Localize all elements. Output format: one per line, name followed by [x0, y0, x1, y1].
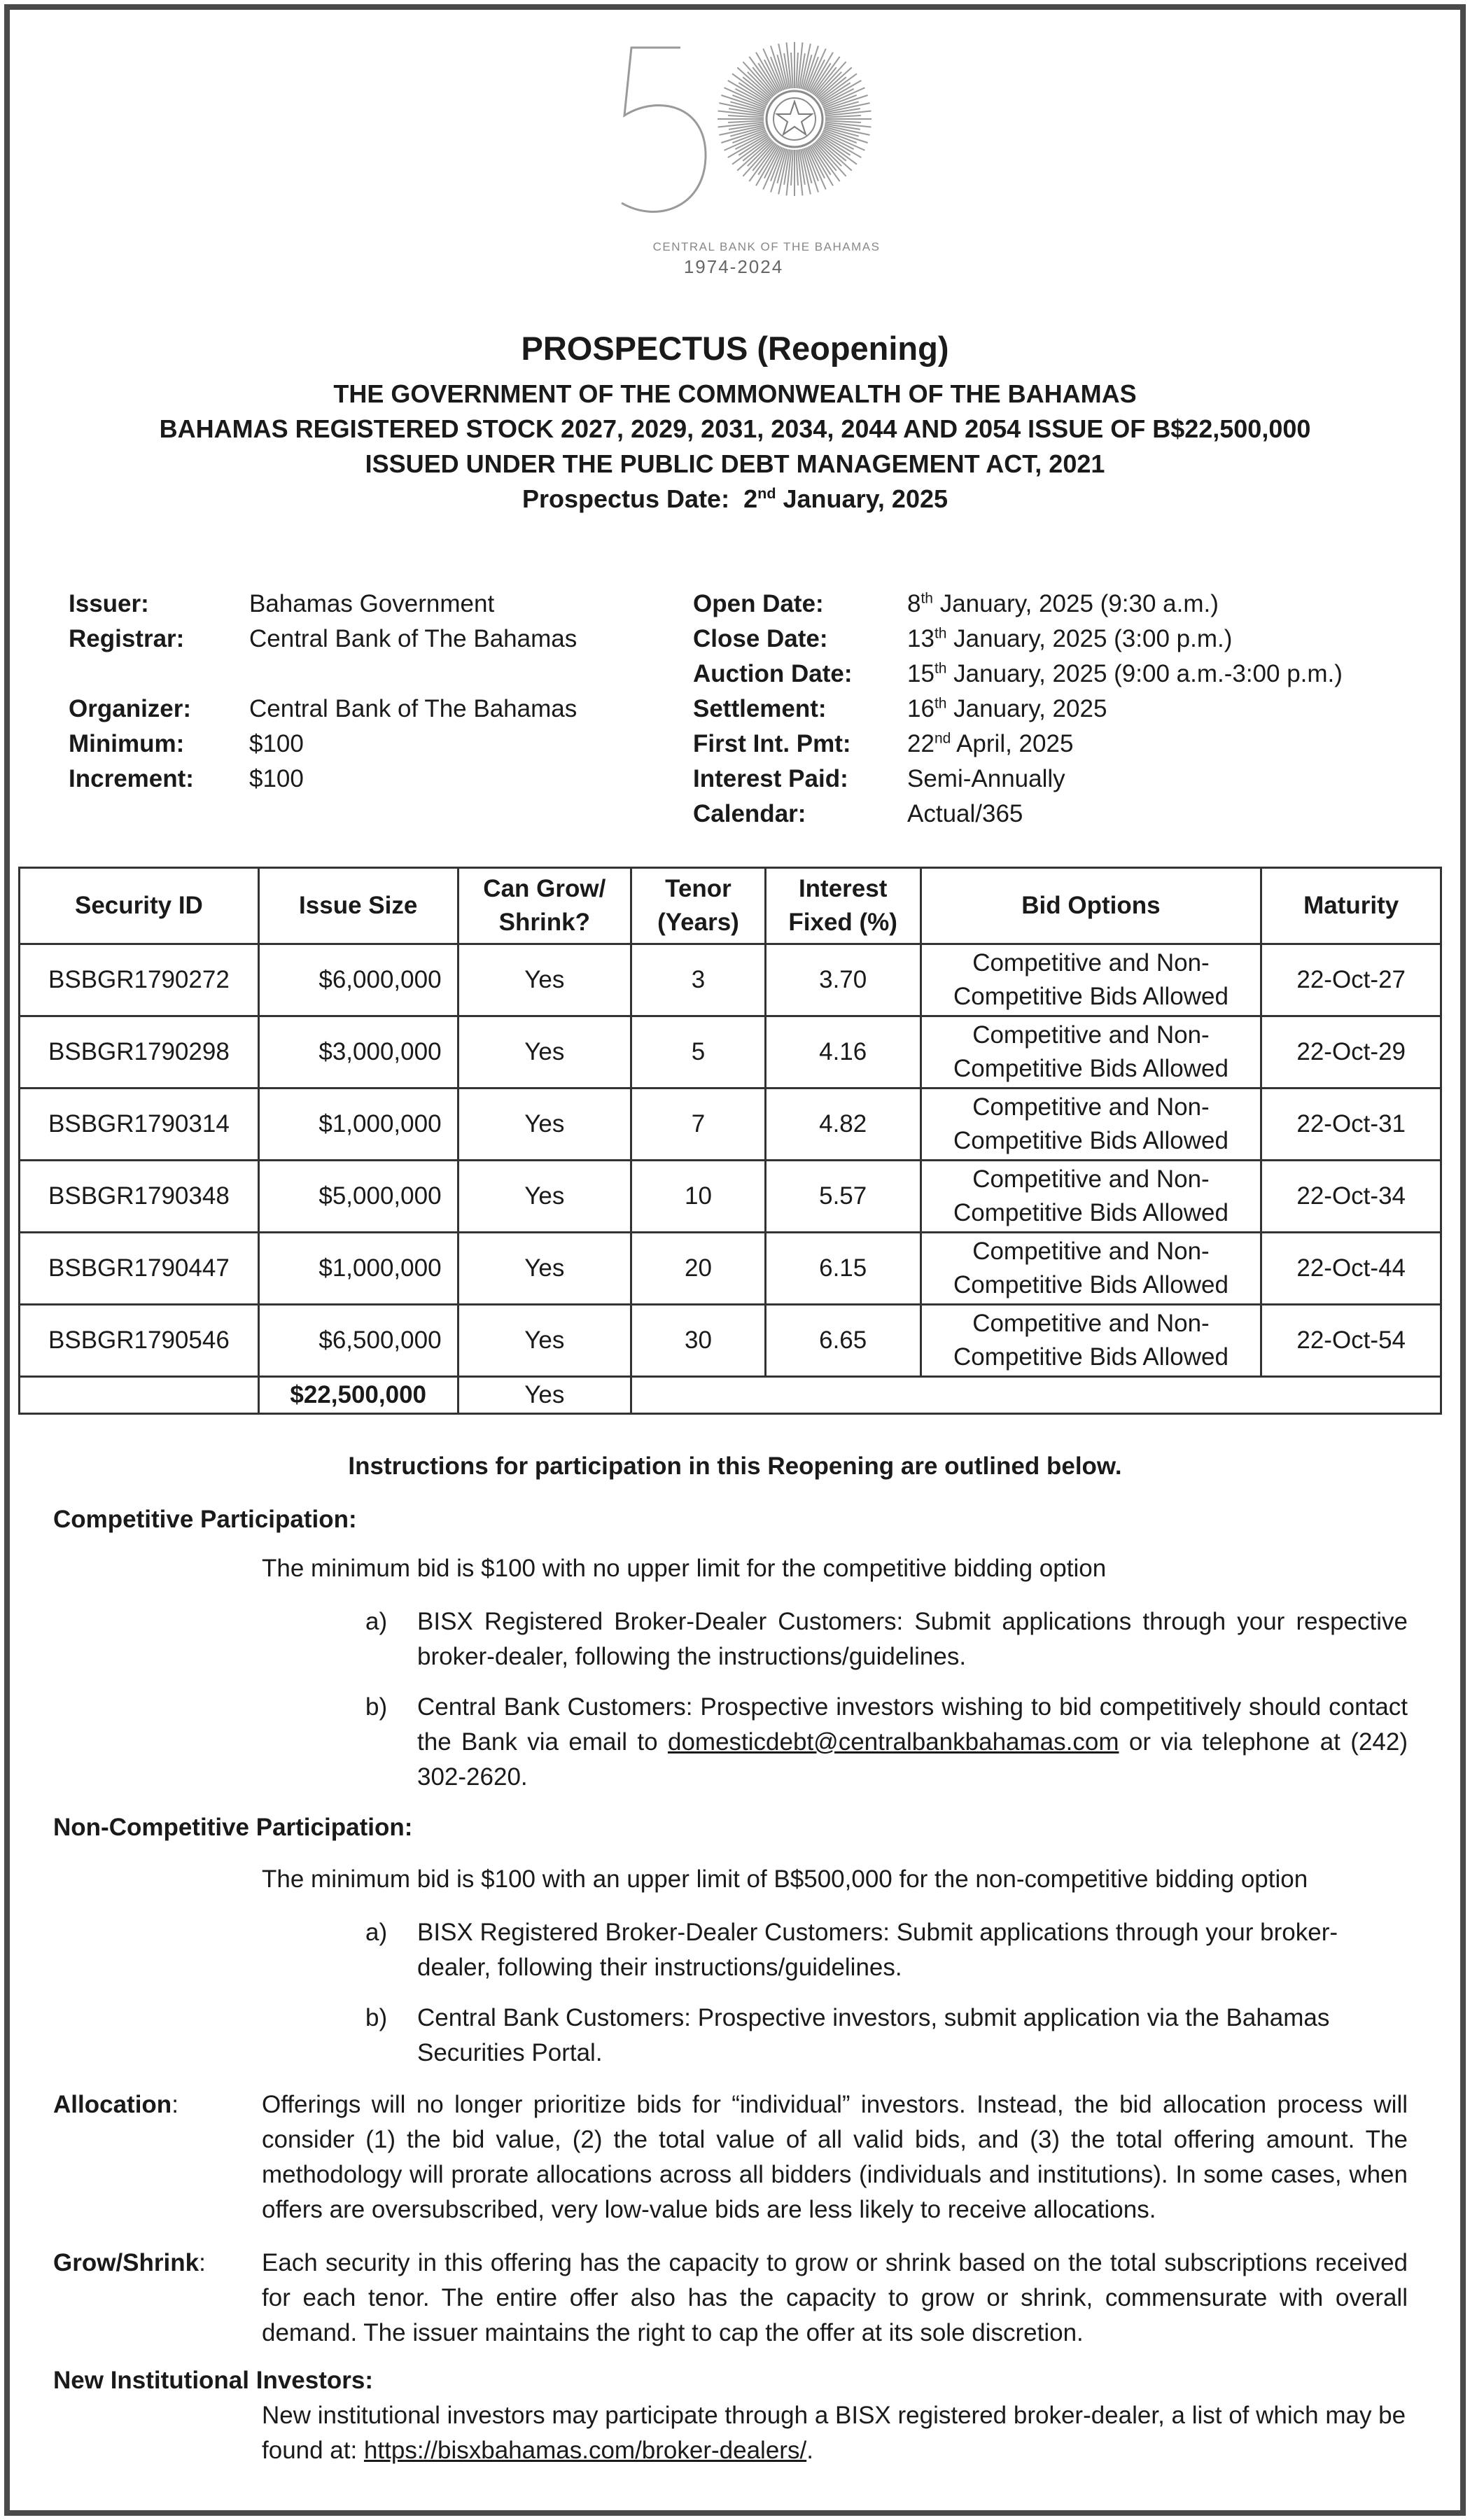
bid-options: Competitive and Non- Competitive Bids Allowed — [920, 1305, 1261, 1377]
competitive-a-text: BISX Registered Broker-Dealer Customers: Submit applications through your respective broker-dealer, following the instructions/guidelines. — [417, 1608, 1408, 1670]
col-interest: Interest Fixed (%) — [765, 868, 920, 944]
issue-size: $6,000,000 — [258, 944, 458, 1016]
tenor: 3 — [631, 944, 766, 1016]
noncompetitive-a-text: BISX Registered Broker-Dealer Customers: Submit applications through your broker-dealer, following their instructions/guidelines. — [417, 1919, 1338, 1981]
total-blank-span — [631, 1377, 1441, 1414]
broker-dealers-link[interactable]: https://bisxbahamas.com/broker-dealers/ — [363, 2437, 807, 2464]
total-blank — [20, 1377, 259, 1414]
header-line-1: THE GOVERNMENT OF THE COMMONWEALTH OF THE BAHAMAS — [333, 379, 1137, 408]
interest-rate: 5.57 — [765, 1161, 920, 1233]
can-grow: Yes — [458, 1161, 631, 1233]
col-issue-size: Issue Size — [258, 868, 458, 944]
maturity: 22-Oct-54 — [1261, 1305, 1441, 1377]
maturity: 22-Oct-44 — [1261, 1233, 1441, 1305]
prospectus-date: Prospectus Date: 2nd January, 2025 — [522, 484, 948, 513]
competitive-b-marker: b) — [365, 1693, 388, 1721]
growshrink-text: Each security in this offering has the capacity to grow or shrink based on the total subscriptions received for each tenor. The entire offer also has the capacity to grow or shrink, commensurate with overall demand. The issuer maintains the right to cap the offer at its sole discretion. — [262, 2249, 1408, 2346]
table-row — [20, 944, 1441, 1016]
security-id: BSBGR1790546 — [20, 1305, 259, 1377]
maturity: 22-Oct-29 — [1261, 1016, 1441, 1088]
interest-rate: 4.82 — [765, 1088, 920, 1161]
securities-table — [18, 867, 1442, 1415]
numeral-five — [622, 48, 706, 211]
security-id: BSBGR1790272 — [20, 944, 259, 1016]
table-total-row — [20, 1377, 1441, 1414]
issue-size: $3,000,000 — [258, 1016, 458, 1088]
table-row — [20, 1305, 1441, 1377]
col-can-grow: Can Grow/ Shrink? — [458, 868, 631, 944]
logo-graphic — [602, 35, 924, 287]
security-id: BSBGR1790314 — [20, 1088, 259, 1161]
maturity: 22-Oct-27 — [1261, 944, 1441, 1016]
table-row — [20, 1233, 1441, 1305]
bid-options: Competitive and Non- Competitive Bids Allowed — [920, 1088, 1261, 1161]
table-row — [20, 1088, 1441, 1161]
can-grow: Yes — [458, 1016, 631, 1088]
noncompetitive-heading: Non-Competitive Participation: — [53, 1814, 413, 1841]
can-grow: Yes — [458, 1305, 631, 1377]
noncompetitive-text: The minimum bid is $100 with an upper limit of B$500,000 for the non-competitive bidding option — [262, 1865, 1308, 1893]
competitive-text: The minimum bid is $100 with no upper limit for the competitive bidding option — [262, 1555, 1107, 1582]
bid-options: Competitive and Non- Competitive Bids Allowed — [920, 944, 1261, 1016]
interest-rate: 6.15 — [765, 1233, 920, 1305]
table-header-row — [20, 868, 1441, 944]
logo-org-text: CENTRAL BANK OF THE BAHAMAS — [652, 240, 881, 253]
issue-size: $6,500,000 — [258, 1305, 458, 1377]
issue-size: $1,000,000 — [258, 1233, 458, 1305]
noncompetitive-b-marker: b) — [365, 2004, 388, 2031]
allocation-text: Offerings will no longer prioritize bids for “individual” investors. Instead, the bid allocation process will consider (1) the bid value, (2) the total value of all valid bids, and (3) the total offering amount. The methodology will prorate allocations across all bidders (individuals and institutions). In some cases, when offers are oversubscribed, very low-value bids are less likely to receive allocations. — [262, 2091, 1408, 2223]
noncompetitive-b-text: Central Bank Customers: Prospective investors, submit application via the Bahamas Securities Portal. — [417, 2004, 1330, 2066]
header-line-3: ISSUED UNDER THE PUBLIC DEBT MANAGEMENT ACT, 2021 — [365, 449, 1105, 478]
logo-years-text: 1974-2024 — [683, 256, 784, 277]
security-id: BSBGR1790298 — [20, 1016, 259, 1088]
tenor: 20 — [631, 1233, 766, 1305]
institutional-text: New institutional investors may participate through a BISX registered broker-dealer, a list of which may be found at: https://bisxbahamas.com/broker-dealers/. — [262, 2402, 1406, 2464]
interest-rate: 3.70 — [765, 944, 920, 1016]
growshrink-label: Grow/Shrink: — [53, 2249, 206, 2276]
tenor: 10 — [631, 1161, 766, 1233]
col-bid-options: Bid Options — [920, 868, 1261, 944]
instructions-intro: Instructions for participation in this Reopening are outlined below. — [348, 1452, 1122, 1480]
interest-rate: 6.65 — [765, 1305, 920, 1377]
issue-size: $1,000,000 — [258, 1088, 458, 1161]
competitive-heading: Competitive Participation: — [53, 1506, 357, 1533]
can-grow: Yes — [458, 1088, 631, 1161]
tenor: 5 — [631, 1016, 766, 1088]
security-id: BSBGR1790348 — [20, 1161, 259, 1233]
central-bank-50th-logo — [602, 35, 924, 287]
col-maturity: Maturity — [1261, 868, 1441, 944]
table-row — [20, 1161, 1441, 1233]
total-can-grow: Yes — [458, 1377, 631, 1414]
total-issue-size: $22,500,000 — [258, 1377, 458, 1414]
maturity: 22-Oct-31 — [1261, 1088, 1441, 1161]
can-grow: Yes — [458, 944, 631, 1016]
can-grow: Yes — [458, 1233, 631, 1305]
col-tenor: Tenor (Years) — [631, 868, 766, 944]
competitive-b-text: Central Bank Customers: Prospective investors wishing to bid competitively should contact the Bank via email to domesticdebt@centralbankbahamas.com or via telephone at (242) 302-2620. — [417, 1693, 1408, 1791]
interest-rate: 4.16 — [765, 1016, 920, 1088]
bid-options: Competitive and Non- Competitive Bids Allowed — [920, 1233, 1261, 1305]
competitive-a-marker: a) — [365, 1608, 388, 1635]
allocation-label: Allocation: — [53, 2091, 178, 2118]
table-row — [20, 1016, 1441, 1088]
bid-options: Competitive and Non- Competitive Bids Allowed — [920, 1161, 1261, 1233]
security-id: BSBGR1790447 — [20, 1233, 259, 1305]
col-security-id: Security ID — [20, 868, 259, 944]
tenor: 30 — [631, 1305, 766, 1377]
noncompetitive-a-marker: a) — [365, 1919, 388, 1946]
institutional-heading: New Institutional Investors: — [53, 2367, 373, 2394]
bid-options: Competitive and Non- Competitive Bids Allowed — [920, 1016, 1261, 1088]
maturity: 22-Oct-34 — [1261, 1161, 1441, 1233]
page-title: PROSPECTUS (Reopening) — [521, 330, 949, 367]
tenor: 7 — [631, 1088, 766, 1161]
header-line-2: BAHAMAS REGISTERED STOCK 2027, 2029, 2031, 2034, 2044 AND 2054 ISSUE OF B$22,500,000 — [159, 414, 1311, 443]
email-link[interactable]: domesticdebt@centralbankbahamas.com — [668, 1728, 1119, 1756]
issue-size: $5,000,000 — [258, 1161, 458, 1233]
